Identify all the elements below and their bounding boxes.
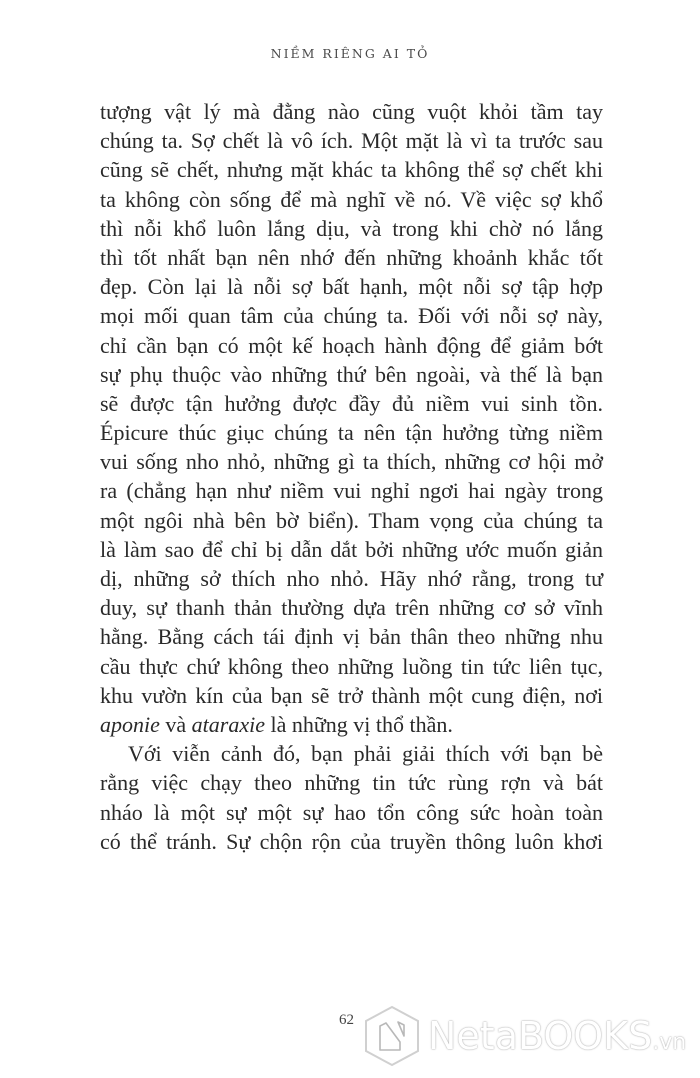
text-line: hằng. Bằng cách tái định vị bản thân theo những nhu [100,624,603,650]
page-number: 62 [339,1012,354,1028]
text-line: đẹp. Còn lại là nỗi sợ bất hạnh, một nỗi sợ tập hợp [100,274,603,300]
text-fragment: là những vị thổ thần. [264,711,453,737]
text-fragment: và [159,711,192,737]
text-line-paragraph-start: Với viễn cảnh đó, bạn phải giải thích với bạn bè [128,741,603,767]
text-line: khu vườn kín của bạn sẽ trở thành một cung điện, nơi [100,682,603,708]
text-line: sự phụ thuộc vào những thứ bên ngoài, và thế là bạn [100,361,603,387]
text-line-paragraph-end [100,710,603,739]
text-line: cầu thực chứ không theo những luồng tin tức liên tục, [100,653,603,679]
text-line: dị, những sở thích nho nhỏ. Hãy nhớ rằng, trong tư [100,566,603,591]
hexagon-n-logo-icon [362,1004,422,1068]
italic-term-ataraxie: ataraxie [191,711,265,737]
text-line: Épicure thúc giục chúng ta nên tận hưởng từng niềm [100,420,603,446]
text-line: có thể tránh. Sự chộn rộn của truyền thông luôn khơi [100,828,603,854]
text-line: ra (chẳng hạn như niềm vui nghỉ ngơi hai ngày trong [100,478,603,504]
text-line: tượng vật lý mà đằng nào cũng vuột khỏi tầm tay [100,99,603,124]
italic-term-aponie: aponie [100,711,160,737]
text-line: vui sống nho nhỏ, những gì ta thích, những cơ hội mở [100,449,603,475]
text-line: mọi mối quan tâm của chúng ta. Đối với nỗi sợ này, [100,303,603,329]
text-line: rằng việc chạy theo những tin tức rùng rợn và bát [100,770,603,796]
text-line: thì tốt nhất bạn nên nhớ đến những khoảnh khắc tốt [100,244,603,270]
watermark-domain: .vn [652,1030,687,1055]
running-header: NIỀM RIÊNG AI TỎ [270,46,430,61]
watermark-brand-name: NetaBOOKS [428,1014,653,1058]
text-line: chỉ cần bạn có một kế hoạch hành động để giảm bớt [100,332,603,358]
watermark-brand [428,1014,686,1058]
watermark [362,1003,697,1069]
text-line: duy, sự thanh thản thường dựa trên những cơ sở vĩnh [100,595,603,621]
text-line: là làm sao để chỉ bị dẫn dắt bởi những ước muốn giản [100,536,603,562]
text-line: sẽ được tận hưởng được đầy đủ niềm vui sinh tồn. [100,390,603,416]
text-line: ta không còn sống để mà nghĩ về nó. Về việc sợ khổ [100,186,603,212]
text-line: cũng sẽ chết, nhưng mặt khác ta không thể sợ chết khi [100,157,603,183]
text-line: một ngôi nhà bên bờ biển). Tham vọng của chúng ta [100,507,603,533]
page-body [100,97,603,856]
text-line: nháo là một sự một sự hao tổn công sức hoàn toàn [100,799,603,825]
text-line: chúng ta. Sợ chết là vô ích. Một mặt là vì ta trước sau [100,128,603,154]
text-line: thì nỗi khổ luôn lắng dịu, và trong khi chờ nó lắng [100,215,603,241]
